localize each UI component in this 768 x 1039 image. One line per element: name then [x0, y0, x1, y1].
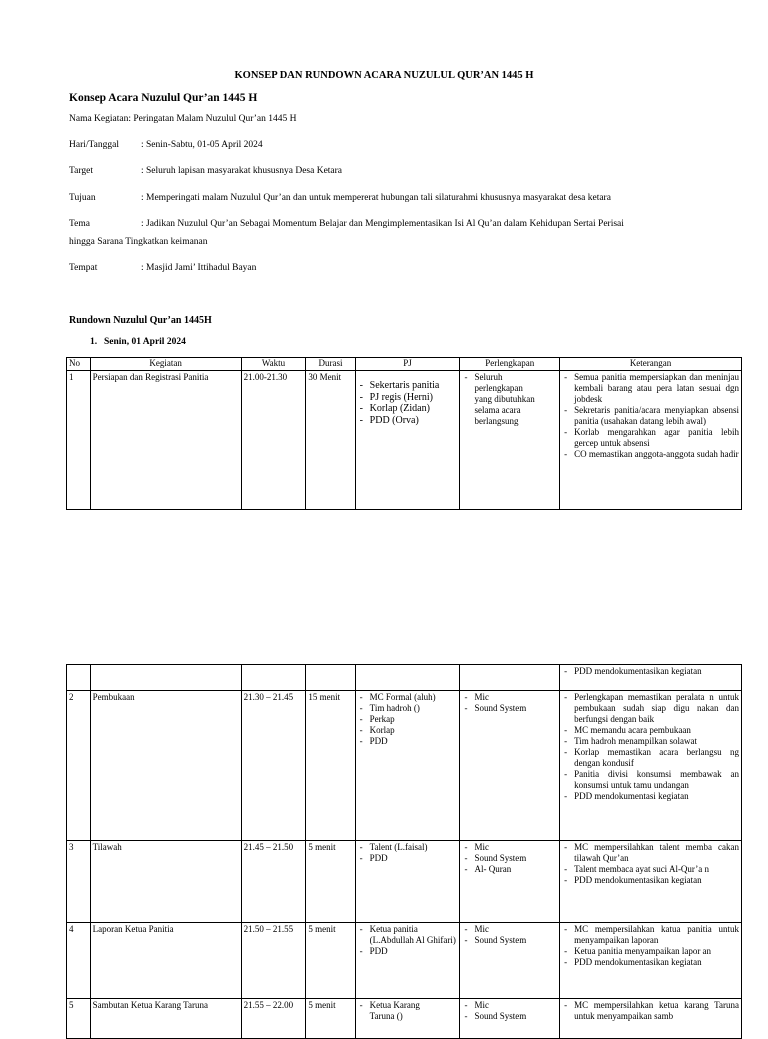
list-item: - Tim hadroh menampilkan solawat: [562, 736, 739, 747]
concept-label: Tujuan: [69, 193, 96, 203]
list-item: - PDD mendokumentasikan kegiatan: [562, 957, 739, 968]
concept-row-hari-tanggal: [69, 140, 263, 150]
list-item: - Mic: [462, 692, 557, 703]
list-item: - Mic: [462, 924, 557, 935]
cell-keterangan: [560, 665, 742, 691]
cell-keterangan: [560, 999, 742, 1039]
cell-no: [67, 665, 91, 691]
cell-pj: [355, 665, 460, 691]
cell-no: 2: [67, 691, 91, 841]
header-kegiatan: Kegiatan: [90, 358, 241, 371]
header-perlengkapan: Perlengkapan: [460, 358, 560, 371]
cell-durasi: 5 menit: [306, 841, 355, 923]
list-item: - Semua panitia mempersiapkan dan meninjau kembali barang atau pera latan sesuai dgn jobdesk: [562, 372, 739, 405]
list-item: - Sound System: [462, 703, 557, 714]
list-item: - Mic: [462, 842, 557, 853]
list-item: - Sound System: [462, 853, 557, 864]
concept-value: : Seluruh lapisan masyarakat khususnya Desa Ketara: [141, 166, 343, 176]
cell-pj: [355, 371, 460, 510]
cell-keterangan: [560, 841, 742, 923]
document-title: KONSEP DAN RUNDOWN ACARA NUZULUL QUR’AN 1445 H: [234, 70, 534, 81]
cell-durasi: 5 menit: [306, 999, 355, 1039]
list-item: - Perlengkapan memastikan peralata n untuk pembukaan sudah siap digu nakan dan berfungsi dengan baik: [562, 692, 739, 725]
table-row: [67, 691, 742, 841]
header-waktu: Waktu: [241, 358, 306, 371]
cell-pj: [355, 999, 460, 1039]
list-item: - MC memandu acara pembukaan: [562, 725, 739, 736]
cell-kegiatan: Laporan Ketua Panitia: [90, 923, 241, 999]
list-item: - Perkap: [358, 714, 458, 725]
cell-no: 1: [67, 371, 91, 510]
cell-perlengkapan: [460, 999, 560, 1039]
rundown-heading: Rundown Nuzulul Qur’an 1445H: [69, 315, 212, 326]
rundown-table-part-2: [66, 664, 742, 1039]
list-item: - MC mempersilahkan katua panitia untuk menyampaikan laporan: [562, 924, 739, 946]
list-item: - PJ regis (Herni): [358, 392, 458, 404]
day-heading: [90, 337, 186, 347]
list-item: - Sekretaris panitia/acara menyiapkan absensi panitia (usahakan datang lebih awal): [562, 405, 739, 427]
table-row: [67, 923, 742, 999]
list-item: - PDD mendokumentasikan kegiatan: [562, 875, 739, 886]
list-item: - PDD: [358, 853, 458, 864]
concept-row-tema: [69, 219, 624, 229]
list-item: - PDD: [358, 736, 458, 747]
table-row: [67, 665, 742, 691]
concept-row-tempat: [69, 263, 256, 273]
tema-continuation: hingga Sarana Tingkatkan keimanan: [69, 237, 208, 247]
concept-row-tujuan: [69, 193, 611, 203]
concept-value: : Peringatan Malam Nuzulul Qur’an 1445 H: [128, 114, 297, 124]
cell-waktu: 21.30 – 21.45: [241, 691, 306, 841]
cell-no: 3: [67, 841, 91, 923]
list-item: - Mic: [462, 1000, 557, 1011]
cell-waktu: 21.45 – 21.50: [241, 841, 306, 923]
list-item: - Ketua Karang Taruna (): [358, 1000, 458, 1022]
table-row: [67, 371, 742, 510]
cell-pj: [355, 691, 460, 841]
cell-kegiatan: Tilawah: [90, 841, 241, 923]
concept-row-target: [69, 166, 342, 176]
cell-waktu: [241, 665, 306, 691]
cell-durasi: 15 menit: [306, 691, 355, 841]
list-item: - Tim hadroh (): [358, 703, 458, 714]
cell-waktu: 21.55 – 22.00: [241, 999, 306, 1039]
list-item: - Talent membaca ayat suci Al-Qur’a n: [562, 864, 739, 875]
concept-label: Tema: [69, 219, 90, 229]
cell-pj: [355, 841, 460, 923]
cell-kegiatan: Sambutan Ketua Karang Taruna: [90, 999, 241, 1039]
cell-kegiatan: Persiapan dan Registrasi Panitia: [90, 371, 241, 510]
header-no: No: [67, 358, 91, 371]
list-item: - Al- Quran: [462, 864, 557, 875]
cell-durasi: 5 menit: [306, 923, 355, 999]
list-item: - Talent (L.faisal): [358, 842, 458, 853]
day-number: 1.: [90, 337, 98, 347]
table-row: [67, 999, 742, 1039]
list-item: - MC mempersilahkan talent memba cakan tilawah Qur’an: [562, 842, 739, 864]
list-item: - MC Formal (aluh): [358, 692, 458, 703]
cell-waktu: 21.50 – 21.55: [241, 923, 306, 999]
cell-durasi: 30 Menit: [306, 371, 355, 510]
header-pj: PJ: [355, 358, 460, 371]
cell-perlengkapan: [460, 691, 560, 841]
list-item: - CO memastikan anggota-anggota sudah hadir: [562, 449, 739, 460]
table-row: [67, 841, 742, 923]
list-item: - Korlap: [358, 725, 458, 736]
cell-perlengkapan: [460, 841, 560, 923]
list-item: - Ketua panitia (L.Abdullah Al Ghifari): [358, 924, 458, 946]
cell-perlengkapan: [460, 665, 560, 691]
concept-value: : Masjid Jami’ Ittihadul Bayan: [141, 263, 257, 273]
concept-value: : Memperingati malam Nuzulul Qur’an dan untuk mempererat hubungan tali silaturahmi khususnya masyarakat desa ketara: [141, 193, 611, 203]
list-item: - PDD: [358, 946, 458, 957]
list-item: - PDD (Orva): [358, 415, 458, 427]
list-item: - Sound System: [462, 1011, 557, 1022]
header-keterangan: Keterangan: [560, 358, 742, 371]
list-item: - Sekertaris panitia: [358, 380, 458, 392]
list-item: - Korlap memastikan acara berlangsu ng dengan kondusif: [562, 747, 739, 769]
list-item: - PDD mendokumentasikan kegiatan: [562, 666, 739, 677]
list-item: - Panitia divisi konsumsi membawak an konsumsi untuk tamu undangan: [562, 769, 739, 791]
cell-pj: [355, 923, 460, 999]
cell-keterangan: [560, 923, 742, 999]
concept-label: Nama Kegiatan: [69, 114, 129, 124]
cell-perlengkapan: [460, 371, 560, 510]
list-item: - MC mempersilahkan ketua karang Taruna untuk menyampaikan samb: [562, 1000, 739, 1022]
concept-heading: Konsep Acara Nuzulul Qur’an 1445 H: [69, 92, 258, 104]
concept-label: Tempat: [69, 263, 98, 273]
list-item: - Korlab mengarahkan agar panitia lebih gercep untuk absensi: [562, 427, 739, 449]
list-item: - Seluruh perlengkapan yang dibutuhkan selama acara berlangsung: [462, 372, 557, 427]
cell-keterangan: [560, 371, 742, 510]
cell-keterangan: [560, 691, 742, 841]
cell-no: 4: [67, 923, 91, 999]
cell-kegiatan: [90, 665, 241, 691]
concept-label: Hari/Tanggal: [69, 140, 119, 150]
day-label: Senin, 01 April 2024: [104, 337, 186, 347]
list-item: - Korlap (Zidan): [358, 403, 458, 415]
cell-waktu: 21.00-21.30: [241, 371, 306, 510]
list-item: - Sound System: [462, 935, 557, 946]
cell-no: 5: [67, 999, 91, 1039]
list-item: - PDD mendokumentasi kegiatan: [562, 791, 739, 802]
table-header-row: [67, 358, 742, 371]
concept-label: Target: [69, 166, 93, 176]
cell-kegiatan: Pembukaan: [90, 691, 241, 841]
cell-perlengkapan: [460, 923, 560, 999]
header-durasi: Durasi: [306, 358, 355, 371]
concept-value: : Jadikan Nuzulul Qur’an Sebagai Momentum Belajar dan Mengimplementasikan Isi Al Qu’an dalam Kehidupan Sertai Perisai: [141, 219, 624, 229]
concept-row-nama-kegiatan: [69, 114, 297, 124]
concept-value: : Senin-Sabtu, 01-05 April 2024: [141, 140, 263, 150]
list-item: - Ketua panitia menyampaikan lapor an: [562, 946, 739, 957]
rundown-table-part-1: [66, 357, 742, 510]
cell-durasi: [306, 665, 355, 691]
